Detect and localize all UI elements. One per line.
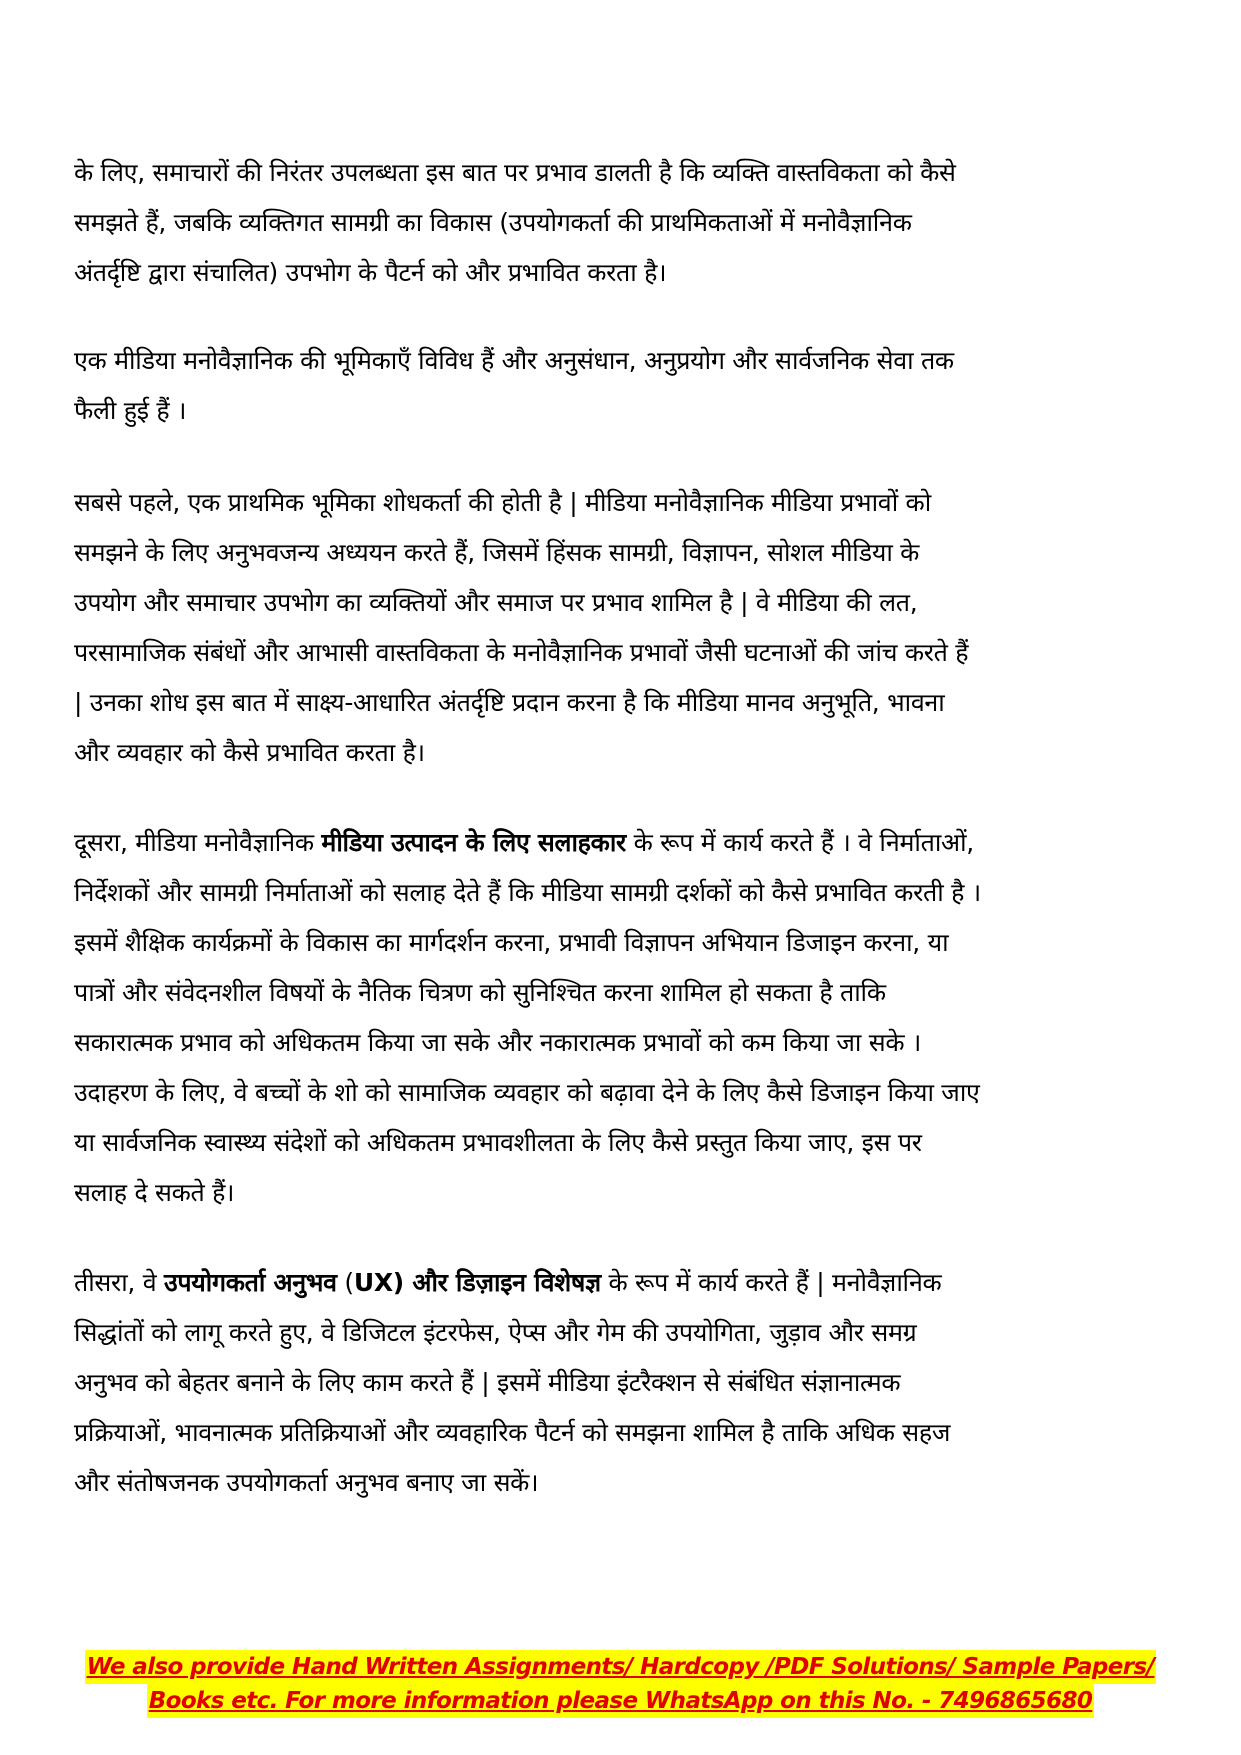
paragraph-ux-role xyxy=(74,1258,1184,1508)
text-line: सलाह दे सकते हैं। xyxy=(74,1178,235,1207)
text-line: और व्यवहार को कैसे प्रभावित करता है। xyxy=(74,738,425,767)
text-line: के लिए, समाचारों की निरंतर उपलब्धता इस बात पर प्रभाव डालती है कि व्यक्ति वास्तविकता को कैसे xyxy=(74,158,956,187)
text-run: ( xyxy=(336,1268,354,1297)
paragraph-researcher-role xyxy=(74,478,1184,778)
text-run: दूसरा, मीडिया मनोवैज्ञानिक xyxy=(74,828,322,857)
paragraph-roles-intro xyxy=(74,336,1184,436)
text-line xyxy=(74,818,1184,868)
text-line: पात्रों और संवेदनशील विषयों के नैतिक चित्रण को सुनिश्चित करना शामिल हो सकता है ताकि xyxy=(74,978,886,1007)
text-line: एक मीडिया मनोवैज्ञानिक की भूमिकाएँ विविध हैं और अनुसंधान, अनुप्रयोग और सार्वजनिक सेवा तक xyxy=(74,346,954,375)
paragraph-news-availability xyxy=(74,148,1184,298)
promo-footer xyxy=(0,1650,1241,1718)
text-run: के रूप में कार्य करते हैं । वे निर्माताओं, xyxy=(625,828,974,857)
text-line: सबसे पहले, एक प्राथमिक भूमिका शोधकर्ता की होती है | मीडिया मनोवैज्ञानिक मीडिया प्रभावों को xyxy=(74,488,931,517)
text-line: सकारात्मक प्रभाव को अधिकतम किया जा सके और नकारात्मक प्रभावों को कम किया जा सके । xyxy=(74,1028,922,1057)
bold-term-design-expert: UX) और डिज़ाइन विशेषज्ञ xyxy=(353,1268,601,1297)
text-line: सिद्धांतों को लागू करते हुए, वे डिजिटल इंटरफेस, ऐप्स और गेम की उपयोगिता, जुड़ाव और समग्र xyxy=(74,1318,917,1347)
text-line: अंतर्दृष्टि द्वारा संचालित) उपभोग के पैटर्न को और प्रभावित करता है। xyxy=(74,258,667,287)
promo-line-2: Books etc. For more information please WhatsApp on this No. - 7496865680 xyxy=(147,1684,1095,1718)
text-line xyxy=(74,1258,1184,1308)
text-line: समझने के लिए अनुभवजन्य अध्ययन करते हैं, जिसमें हिंसक सामग्री, विज्ञापन, सोशल मीडिया के xyxy=(74,538,920,567)
text-line: और संतोषजनक उपयोगकर्ता अनुभव बनाए जा सकें। xyxy=(74,1468,539,1497)
text-line: | उनका शोध इस बात में साक्ष्य-आधारित अंतर्दृष्टि प्रदान करना है कि मीडिया मानव अनुभूति, भावना xyxy=(74,688,945,717)
text-line: प्रक्रियाओं, भावनात्मक प्रतिक्रियाओं और व्यवहारिक पैटर्न को समझना शामिल है ताकि अधिक सहज xyxy=(74,1418,951,1447)
text-line: उपयोग और समाचार उपभोग का व्यक्तियों और समाज पर प्रभाव शामिल है | वे मीडिया की लत, xyxy=(74,588,918,617)
text-line: या सार्वजनिक स्वास्थ्य संदेशों को अधिकतम प्रभावशीलता के लिए कैसे प्रस्तुत किया जाए, इस पर xyxy=(74,1128,922,1157)
text-line: निर्देशकों और सामग्री निर्माताओं को सलाह देते हैं कि मीडिया सामग्री दर्शकों को कैसे प्रभावित करती है । xyxy=(74,878,981,907)
text-run: के रूप में कार्य करते हैं | मनोवैज्ञानिक xyxy=(600,1268,942,1297)
text-line: फैली हुई हैं । xyxy=(74,396,187,425)
promo-line-1: We also provide Hand Written Assignments/ Hardcopy /PDF Solutions/ Sample Papers/ xyxy=(85,1650,1157,1684)
text-line: समझते हैं, जबकि व्यक्तिगत सामग्री का विकास (उपयोगकर्ता की प्राथमिकताओं में मनोवैज्ञानिक xyxy=(74,208,912,237)
text-line: अनुभव को बेहतर बनाने के लिए काम करते हैं | इसमें मीडिया इंटरैक्शन से संबंधित संज्ञानात्मक xyxy=(74,1368,901,1397)
text-line: परसामाजिक संबंधों और आभासी वास्तविकता के मनोवैज्ञानिक प्रभावों जैसी घटनाओं की जांच करते हैं xyxy=(74,638,969,667)
paragraph-consultant-role xyxy=(74,818,1184,1218)
text-run: तीसरा, वे xyxy=(74,1268,164,1297)
text-line: इसमें शैक्षिक कार्यक्रमों के विकास का मार्गदर्शन करना, प्रभावी विज्ञापन अभियान डिजाइन करना, या xyxy=(74,928,949,957)
bold-term-user-experience: उपयोगकर्ता अनुभव xyxy=(163,1268,337,1297)
text-line: उदाहरण के लिए, वे बच्चों के शो को सामाजिक व्यवहार को बढ़ावा देने के लिए कैसे डिजाइन किया जाए xyxy=(74,1078,980,1107)
bold-term-media-consultant: मीडिया उत्पादन के लिए सलाहकार xyxy=(321,828,626,857)
